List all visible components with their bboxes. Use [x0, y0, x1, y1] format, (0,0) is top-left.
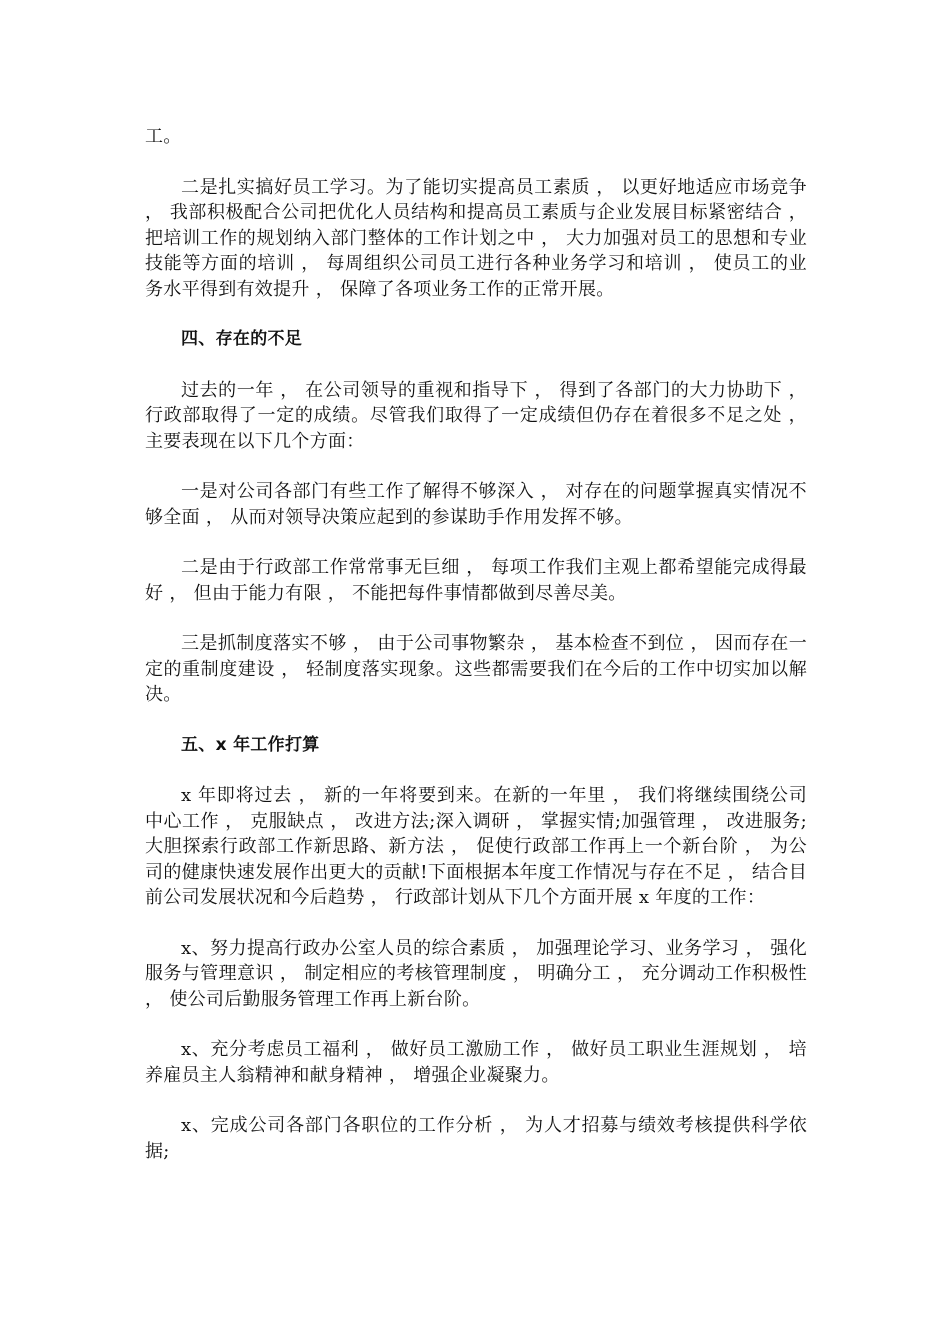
paragraph-work-plan-intro: x 年即将过去 ， 新的一年将要到来。在新的一年里 ， 我们将继续围绕公司中心工作 ， 克服缺点 ， 改进方法;深入调研 ， 掌握实情;加强管理 ， 改进服务;大胆探索行政部工作新思路、新方法 ， 促使行政部工作再上一个新台阶 ， 为公司的健康快速发展作出更大的贡献!下面根据本年度工作情况与存在不足 ， 结合目前公司发展状况和今后趋势 ， 行政部计划从下几个方面开展 x 年度的工作： — [145, 785, 807, 908]
section-heading-work-plan: 五、x 年工作打算 — [181, 734, 320, 755]
paragraph-plan-item-3: x、完成公司各部门各职位的工作分析 ， 为人才招募与绩效考核提供科学依据; — [145, 1115, 807, 1162]
paragraph-shortcomings-intro: 过去的一年 ， 在公司领导的重视和指导下 ， 得到了各部门的大力协助下 ， 行政部取得了一定的成绩。尽管我们取得了一定成绩但仍存在着很多不足之处 ， 主要表现在以下几个方面： — [145, 379, 807, 452]
paragraph-shortcoming-3: 三是抓制度落实不够 ， 由于公司事物繁杂 ， 基本检查不到位 ， 因而存在一定的重制度建设 ， 轻制度落实现象。这些都需要我们在今后的工作中切实加以解决。 — [145, 633, 807, 705]
paragraph-shortcoming-1: 一是对公司各部门有些工作了解得不够深入 ， 对存在的问题掌握真实情况不够全面 ， 从而对领导决策应起到的参谋助手作用发挥不够。 — [145, 481, 807, 528]
document-body — [145, 124, 807, 1189]
paragraph-staff-training: 二是扎实搞好员工学习。为了能切实提高员工素质 ， 以更好地适应市场竞争 ， 我部积极配合公司把优化人员结构和提高员工素质与企业发展目标紧密结合 ， 把培训工作的规划纳入部门整体的工作计划之中 ， 大力加强对员工的思想和专业技能等方面的培训 ， 每周组织公司员工进行各种业务学习和培训 ， 使员工的业务水平得到有效提升 ， 保障了各项业务工作的正常开展。 — [145, 176, 807, 300]
section-heading-shortcomings: 四、存在的不足 — [181, 329, 303, 349]
paragraph-plan-item-2: x、充分考虑员工福利 ， 做好员工激励工作 ， 做好员工职业生涯规划 ， 培养雇员主人翁精神和献身精神 ， 增强企业凝聚力。 — [145, 1039, 807, 1086]
paragraph-continuation: 工。 — [145, 126, 182, 147]
paragraph-plan-item-1: x、努力提高行政办公室人员的综合素质 ， 加强理论学习、业务学习 ， 强化服务与管理意识 ， 制定相应的考核管理制度 ， 明确分工 ， 充分调动工作积极性 ， 使公司后勤服务管理工作再上新台阶。 — [145, 937, 807, 1010]
paragraph-shortcoming-2: 二是由于行政部工作常常事无巨细 ， 每项工作我们主观上都希望能完成得最好 ， 但由于能力有限 ， 不能把每件事情都做到尽善尽美。 — [145, 557, 807, 604]
